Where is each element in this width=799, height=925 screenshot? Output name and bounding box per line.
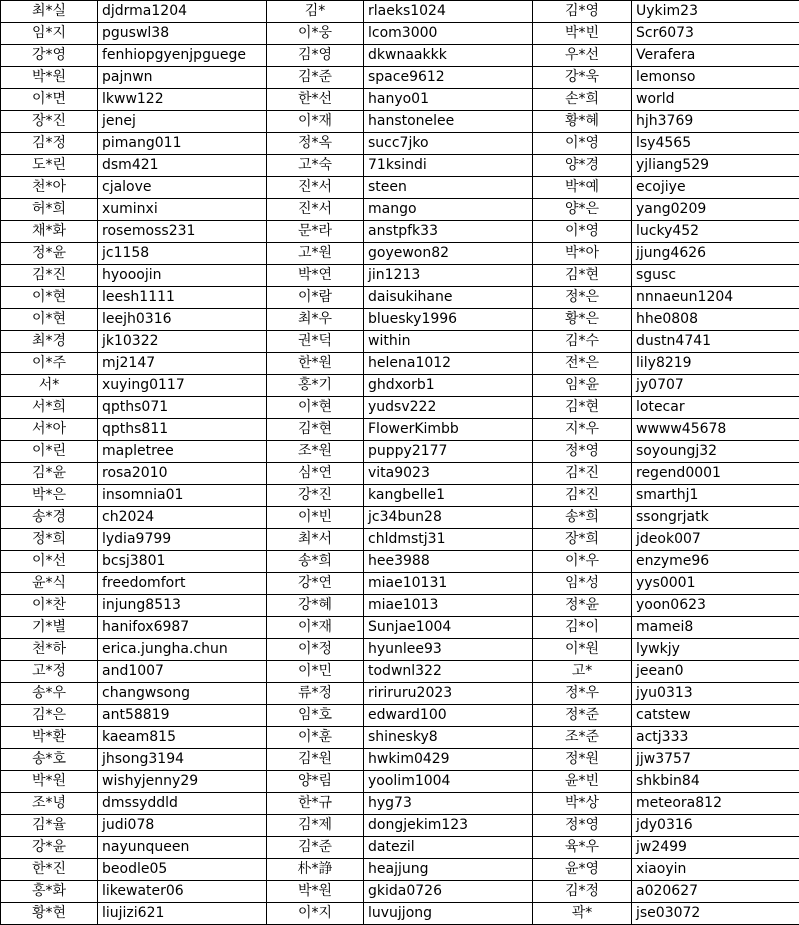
user-id-cell: bluesky1996 — [364, 309, 533, 331]
name-cell: 정*윤 — [1, 243, 98, 265]
user-id-cell: jy0707 — [632, 375, 799, 397]
name-cell: 이*람 — [267, 287, 364, 309]
name-cell: 이*선 — [1, 551, 98, 573]
name-cell: 최*우 — [267, 309, 364, 331]
name-cell: 임*지 — [1, 23, 98, 45]
name-cell: 홍*화 — [1, 881, 98, 903]
user-id-cell: lywkjy — [632, 639, 799, 661]
user-id-cell: miae10131 — [364, 573, 533, 595]
table-row — [1, 859, 799, 881]
user-id-cell: lcom3000 — [364, 23, 533, 45]
name-cell: 이*재 — [267, 111, 364, 133]
name-cell: 강*연 — [267, 573, 364, 595]
user-id-cell: jk10322 — [98, 331, 267, 353]
user-id-cell: hyunlee93 — [364, 639, 533, 661]
table-row — [1, 375, 799, 397]
table-row — [1, 331, 799, 353]
user-id-cell: rlaeks1024 — [364, 1, 533, 23]
name-cell: 장*희 — [533, 529, 632, 551]
table-row — [1, 727, 799, 749]
user-id-cell: enzyme96 — [632, 551, 799, 573]
name-cell: 김*수 — [533, 331, 632, 353]
user-id-cell: wwww45678 — [632, 419, 799, 441]
user-id-cell: jw2499 — [632, 837, 799, 859]
name-cell: 정*윤 — [533, 595, 632, 617]
name-cell: 김*진 — [1, 265, 98, 287]
name-cell: 진*서 — [267, 177, 364, 199]
name-cell: 장*진 — [1, 111, 98, 133]
user-id-cell: heajjung — [364, 859, 533, 881]
name-cell: 윤*빈 — [533, 771, 632, 793]
name-cell: 천*하 — [1, 639, 98, 661]
name-cell: 황*은 — [533, 309, 632, 331]
table-row — [1, 1, 799, 23]
name-cell: 이*훈 — [267, 727, 364, 749]
user-id-cell: qpths071 — [98, 397, 267, 419]
user-id-cell: fenhiopgyenjpguege — [98, 45, 267, 67]
name-cell: 서*희 — [1, 397, 98, 419]
user-id-cell: mj2147 — [98, 353, 267, 375]
user-id-cell: mapletree — [98, 441, 267, 463]
user-id-cell: ssongrjatk — [632, 507, 799, 529]
table-row — [1, 397, 799, 419]
user-id-cell: meteora812 — [632, 793, 799, 815]
user-id-cell: kangbelle1 — [364, 485, 533, 507]
name-cell: 박*예 — [533, 177, 632, 199]
name-cell: 김*은 — [1, 705, 98, 727]
user-id-cell: Sunjae1004 — [364, 617, 533, 639]
user-id-cell: a020627 — [632, 881, 799, 903]
user-id-cell: chldmstj31 — [364, 529, 533, 551]
table-row — [1, 155, 799, 177]
name-cell: 이*지 — [267, 903, 364, 925]
user-id-cell: actj333 — [632, 727, 799, 749]
user-id-cell: rosemoss231 — [98, 221, 267, 243]
name-cell: 채*화 — [1, 221, 98, 243]
name-cell: 이*재 — [267, 617, 364, 639]
name-cell: 진*서 — [267, 199, 364, 221]
name-cell: 임*호 — [267, 705, 364, 727]
name-cell: 양*림 — [267, 771, 364, 793]
name-cell: 최*서 — [267, 529, 364, 551]
name-cell: 고*정 — [1, 661, 98, 683]
user-id-cell: yoon0623 — [632, 595, 799, 617]
name-cell: 서* — [1, 375, 98, 397]
user-id-cell: puppy2177 — [364, 441, 533, 463]
name-cell: 김*준 — [267, 67, 364, 89]
name-cell: 김*진 — [533, 485, 632, 507]
name-cell: 정*희 — [1, 529, 98, 551]
user-id-cell: rosa2010 — [98, 463, 267, 485]
user-id-cell: and1007 — [98, 661, 267, 683]
user-id-cell: lydia9799 — [98, 529, 267, 551]
winner-list-body — [1, 1, 799, 925]
name-cell: 김*진 — [533, 463, 632, 485]
user-id-cell: lkww122 — [98, 89, 267, 111]
name-cell: 이*면 — [1, 89, 98, 111]
name-cell: 정*영 — [533, 815, 632, 837]
table-row — [1, 793, 799, 815]
table-row — [1, 45, 799, 67]
user-id-cell: judi078 — [98, 815, 267, 837]
user-id-cell: catstew — [632, 705, 799, 727]
table-row — [1, 903, 799, 925]
user-id-cell: mamei8 — [632, 617, 799, 639]
name-cell: 박*아 — [533, 243, 632, 265]
user-id-cell: gkida0726 — [364, 881, 533, 903]
user-id-cell: bcsj3801 — [98, 551, 267, 573]
user-id-cell: ch2024 — [98, 507, 267, 529]
user-id-cell: freedomfort — [98, 573, 267, 595]
name-cell: 천*아 — [1, 177, 98, 199]
name-cell: 김*정 — [1, 133, 98, 155]
user-id-cell: jin1213 — [364, 265, 533, 287]
name-cell: 이*우 — [533, 551, 632, 573]
name-cell: 조*준 — [533, 727, 632, 749]
name-cell: 박*환 — [1, 727, 98, 749]
table-row — [1, 749, 799, 771]
name-cell: 송*경 — [1, 507, 98, 529]
name-cell: 김*원 — [267, 749, 364, 771]
name-cell: 김*윤 — [1, 463, 98, 485]
table-row — [1, 133, 799, 155]
table-row — [1, 221, 799, 243]
name-cell: 김*준 — [267, 837, 364, 859]
name-cell: 조*원 — [267, 441, 364, 463]
name-cell: 문*라 — [267, 221, 364, 243]
user-id-cell: nnnaeun1204 — [632, 287, 799, 309]
table-row — [1, 639, 799, 661]
name-cell: 이*찬 — [1, 595, 98, 617]
name-cell: 이*웅 — [267, 23, 364, 45]
table-row — [1, 23, 799, 45]
name-cell: 강*혜 — [267, 595, 364, 617]
user-id-cell: ririruru2023 — [364, 683, 533, 705]
user-id-cell: jdy0316 — [632, 815, 799, 837]
name-cell: 육*우 — [533, 837, 632, 859]
user-id-cell: injung8513 — [98, 595, 267, 617]
user-id-cell: Verafera — [632, 45, 799, 67]
user-id-cell: pguswl38 — [98, 23, 267, 45]
name-cell: 고*원 — [267, 243, 364, 265]
user-id-cell: yoolim1004 — [364, 771, 533, 793]
user-id-cell: lsy4565 — [632, 133, 799, 155]
name-cell: 김*영 — [533, 1, 632, 23]
name-cell: 고*숙 — [267, 155, 364, 177]
name-cell: 이*정 — [267, 639, 364, 661]
user-id-cell: sgusc — [632, 265, 799, 287]
user-id-cell: space9612 — [364, 67, 533, 89]
user-id-cell: within — [364, 331, 533, 353]
name-cell: 우*선 — [533, 45, 632, 67]
name-cell: 김*영 — [267, 45, 364, 67]
user-id-cell: Scr6073 — [632, 23, 799, 45]
name-cell: 정*우 — [533, 683, 632, 705]
name-cell: 박*상 — [533, 793, 632, 815]
user-id-cell: jhsong3194 — [98, 749, 267, 771]
user-id-cell: mango — [364, 199, 533, 221]
name-cell: 임*성 — [533, 573, 632, 595]
name-cell: 박*원 — [267, 881, 364, 903]
name-cell: 이*린 — [1, 441, 98, 463]
name-cell: 서*아 — [1, 419, 98, 441]
table-row — [1, 111, 799, 133]
table-row — [1, 177, 799, 199]
user-id-cell: cjalove — [98, 177, 267, 199]
table-row — [1, 485, 799, 507]
name-cell: 이*민 — [267, 661, 364, 683]
user-id-cell: pajnwn — [98, 67, 267, 89]
user-id-cell: jse03072 — [632, 903, 799, 925]
user-id-cell: daisukihane — [364, 287, 533, 309]
name-cell: 심*연 — [267, 463, 364, 485]
name-cell: 손*희 — [533, 89, 632, 111]
user-id-cell: kaeam815 — [98, 727, 267, 749]
user-id-cell: vita9023 — [364, 463, 533, 485]
user-id-cell: yudsv222 — [364, 397, 533, 419]
user-id-cell: hanyo01 — [364, 89, 533, 111]
user-id-cell: pimang011 — [98, 133, 267, 155]
name-cell: 황*혜 — [533, 111, 632, 133]
name-cell: 이*현 — [1, 309, 98, 331]
name-cell: 지*우 — [533, 419, 632, 441]
user-id-cell: hyooojin — [98, 265, 267, 287]
user-id-cell: shinesky8 — [364, 727, 533, 749]
user-id-cell: likewater06 — [98, 881, 267, 903]
name-cell: 황*현 — [1, 903, 98, 925]
user-id-cell: regend0001 — [632, 463, 799, 485]
user-id-cell: world — [632, 89, 799, 111]
table-row — [1, 683, 799, 705]
name-cell: 한*원 — [267, 353, 364, 375]
name-cell: 정*원 — [533, 749, 632, 771]
user-id-cell: jyu0313 — [632, 683, 799, 705]
user-id-cell: ecojiye — [632, 177, 799, 199]
name-cell: 양*은 — [533, 199, 632, 221]
name-cell: 조*녕 — [1, 793, 98, 815]
user-id-cell: djdrma1204 — [98, 1, 267, 23]
name-cell: 윤*식 — [1, 573, 98, 595]
user-id-cell: leesh1111 — [98, 287, 267, 309]
name-cell: 이*현 — [1, 287, 98, 309]
table-row — [1, 529, 799, 551]
name-cell: 강*진 — [267, 485, 364, 507]
name-cell: 송*희 — [267, 551, 364, 573]
user-id-cell: anstpfk33 — [364, 221, 533, 243]
user-id-cell: dkwnaakkk — [364, 45, 533, 67]
name-cell: 강*영 — [1, 45, 98, 67]
user-id-cell: beodle05 — [98, 859, 267, 881]
user-id-cell: smarthj1 — [632, 485, 799, 507]
table-row — [1, 89, 799, 111]
name-cell: 이*영 — [533, 133, 632, 155]
name-cell: 김* — [267, 1, 364, 23]
user-id-cell: yang0209 — [632, 199, 799, 221]
name-cell: 한*선 — [267, 89, 364, 111]
name-cell: 박*원 — [1, 771, 98, 793]
name-cell: 박*은 — [1, 485, 98, 507]
user-id-cell: xiaoyin — [632, 859, 799, 881]
table-row — [1, 815, 799, 837]
user-id-cell: hhe0808 — [632, 309, 799, 331]
name-cell: 박*빈 — [533, 23, 632, 45]
user-id-cell: insomnia01 — [98, 485, 267, 507]
name-cell: 박*연 — [267, 265, 364, 287]
name-cell: 김*이 — [533, 617, 632, 639]
name-cell: 이*빈 — [267, 507, 364, 529]
user-id-cell: changwsong — [98, 683, 267, 705]
user-id-cell: luvujjong — [364, 903, 533, 925]
user-id-cell: hjh3769 — [632, 111, 799, 133]
name-cell: 강*욱 — [533, 67, 632, 89]
name-cell: 한*규 — [267, 793, 364, 815]
table-row — [1, 771, 799, 793]
user-id-cell: edward100 — [364, 705, 533, 727]
user-id-cell: hee3988 — [364, 551, 533, 573]
name-cell: 기*별 — [1, 617, 98, 639]
table-row — [1, 705, 799, 727]
name-cell: 김*정 — [533, 881, 632, 903]
name-cell: 박*원 — [1, 67, 98, 89]
table-row — [1, 551, 799, 573]
table-row — [1, 617, 799, 639]
table-row — [1, 463, 799, 485]
user-id-cell: shkbin84 — [632, 771, 799, 793]
user-id-cell: jjw3757 — [632, 749, 799, 771]
user-id-cell: ant58819 — [98, 705, 267, 727]
name-cell: 이*영 — [533, 221, 632, 243]
name-cell: 허*희 — [1, 199, 98, 221]
user-id-cell: jjung4626 — [632, 243, 799, 265]
name-cell: 권*덕 — [267, 331, 364, 353]
user-id-cell: lemonso — [632, 67, 799, 89]
user-id-cell: succ7jko — [364, 133, 533, 155]
user-id-cell: lucky452 — [632, 221, 799, 243]
user-id-cell: xuying0117 — [98, 375, 267, 397]
table-row — [1, 441, 799, 463]
name-cell: 최*경 — [1, 331, 98, 353]
user-id-cell: dongjekim123 — [364, 815, 533, 837]
name-cell: 송*우 — [1, 683, 98, 705]
user-id-cell: jdeok007 — [632, 529, 799, 551]
table-row — [1, 595, 799, 617]
user-id-cell: xuminxi — [98, 199, 267, 221]
user-id-cell: liujizi621 — [98, 903, 267, 925]
name-cell: 송*희 — [533, 507, 632, 529]
user-id-cell: datezil — [364, 837, 533, 859]
table-row — [1, 67, 799, 89]
name-cell: 이*주 — [1, 353, 98, 375]
table-row — [1, 661, 799, 683]
user-id-cell: jc1158 — [98, 243, 267, 265]
user-id-cell: jeean0 — [632, 661, 799, 683]
user-id-cell: leejh0316 — [98, 309, 267, 331]
user-id-cell: hyg73 — [364, 793, 533, 815]
user-id-cell: yys0001 — [632, 573, 799, 595]
user-id-cell: steen — [364, 177, 533, 199]
user-id-cell: qpths811 — [98, 419, 267, 441]
table-row — [1, 287, 799, 309]
user-id-cell: lotecar — [632, 397, 799, 419]
name-cell: 정*은 — [533, 287, 632, 309]
name-cell: 정*영 — [533, 441, 632, 463]
user-id-cell: Uykim23 — [632, 1, 799, 23]
user-id-cell: hwkim0429 — [364, 749, 533, 771]
name-cell: 홍*기 — [267, 375, 364, 397]
table-row — [1, 881, 799, 903]
user-id-cell: dustn4741 — [632, 331, 799, 353]
user-id-cell: 71ksindi — [364, 155, 533, 177]
user-id-cell: miae1013 — [364, 595, 533, 617]
table-row — [1, 199, 799, 221]
user-id-cell: erica.jungha.chun — [98, 639, 267, 661]
table-row — [1, 573, 799, 595]
user-id-cell: lily8219 — [632, 353, 799, 375]
name-cell: 정*옥 — [267, 133, 364, 155]
user-id-cell: goyewon82 — [364, 243, 533, 265]
table-row — [1, 353, 799, 375]
user-id-cell: yjliang529 — [632, 155, 799, 177]
user-id-cell: ghdxorb1 — [364, 375, 533, 397]
name-cell: 곽* — [533, 903, 632, 925]
name-cell: 김*현 — [533, 265, 632, 287]
table-row — [1, 243, 799, 265]
name-cell: 김*현 — [533, 397, 632, 419]
name-cell: 양*경 — [533, 155, 632, 177]
name-cell: 김*율 — [1, 815, 98, 837]
name-cell: 이*현 — [267, 397, 364, 419]
user-id-cell: soyoungj32 — [632, 441, 799, 463]
table-row — [1, 265, 799, 287]
table-row — [1, 419, 799, 441]
name-cell: 정*준 — [533, 705, 632, 727]
user-id-cell: FlowerKimbb — [364, 419, 533, 441]
name-cell: 도*린 — [1, 155, 98, 177]
name-cell: 고* — [533, 661, 632, 683]
user-id-cell: jenej — [98, 111, 267, 133]
name-cell: 강*윤 — [1, 837, 98, 859]
user-id-cell: hanstonelee — [364, 111, 533, 133]
table-row — [1, 507, 799, 529]
user-id-cell: jc34bun28 — [364, 507, 533, 529]
table-row — [1, 309, 799, 331]
user-id-cell: wishyjenny29 — [98, 771, 267, 793]
user-id-cell: todwnl322 — [364, 661, 533, 683]
name-cell: 김*현 — [267, 419, 364, 441]
name-cell: 한*진 — [1, 859, 98, 881]
name-cell: 이*원 — [533, 639, 632, 661]
table-row — [1, 837, 799, 859]
user-id-cell: helena1012 — [364, 353, 533, 375]
name-cell: 전*은 — [533, 353, 632, 375]
name-cell: 朴*諍 — [267, 859, 364, 881]
name-cell: 송*호 — [1, 749, 98, 771]
name-cell: 최*실 — [1, 1, 98, 23]
name-cell: 임*윤 — [533, 375, 632, 397]
user-id-cell: dsm421 — [98, 155, 267, 177]
name-cell: 김*제 — [267, 815, 364, 837]
user-id-cell: dmssyddld — [98, 793, 267, 815]
name-cell: 윤*영 — [533, 859, 632, 881]
user-id-cell: hanifox6987 — [98, 617, 267, 639]
user-id-cell: nayunqueen — [98, 837, 267, 859]
name-cell: 류*정 — [267, 683, 364, 705]
